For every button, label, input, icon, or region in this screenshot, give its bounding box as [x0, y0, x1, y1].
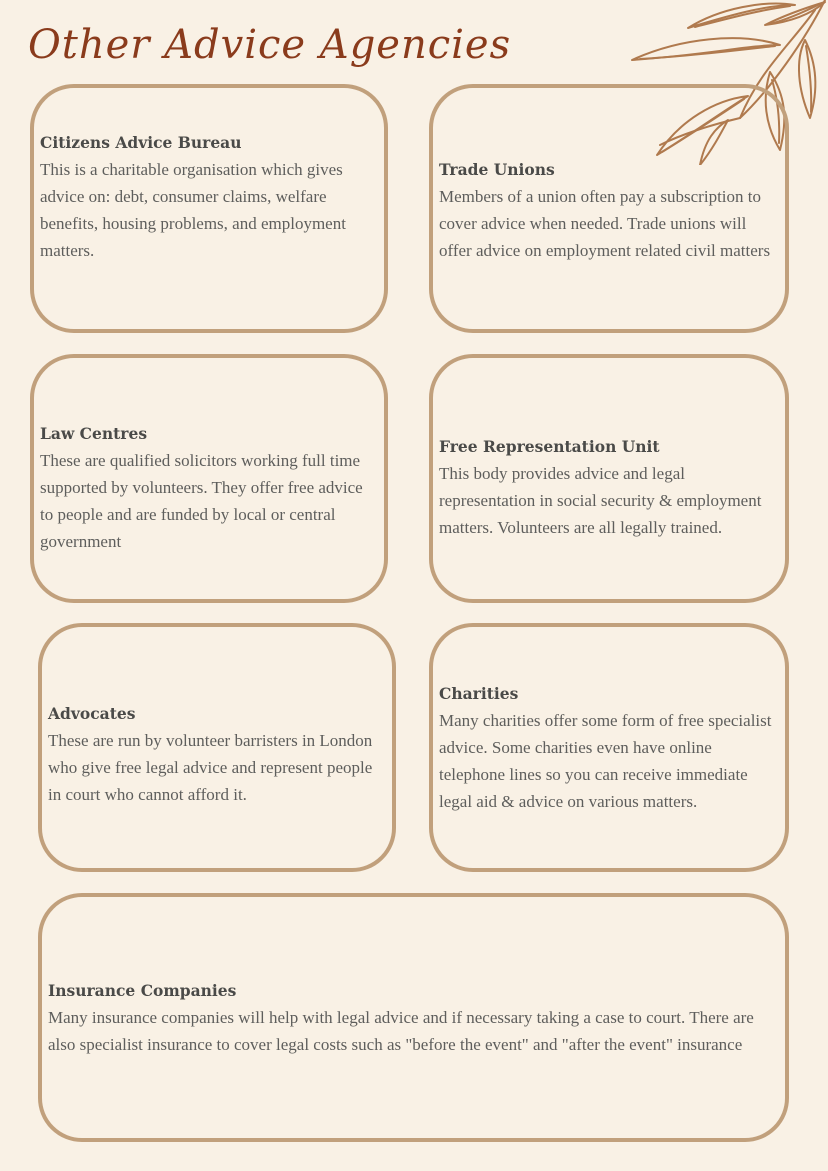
agency-title: Charities [439, 683, 519, 703]
page-title: Other Advice Agencies [28, 22, 512, 68]
agency-card-citizens-advice-bureau [30, 84, 388, 333]
agency-card-advocates [38, 623, 396, 872]
agency-description: Many charities offer some form of free specialist advice. Some charities even have online telephone lines so you can receive immediate legal aid & advice on various matters. [439, 710, 772, 811]
agency-description: This body provides advice and legal representation in social security & employment matters. Volunteers are all legally trained. [439, 464, 762, 537]
agency-description: Many insurance companies will help with legal advice and if necessary taking a case to court. There are also specialist insurance to cover legal costs such as "before the event" and "after the event" insurance [48, 1007, 754, 1054]
agency-description: This is a charitable organisation which gives advice on: debt, consumer claims, welfare benefits, housing problems, and employment matters. [40, 160, 346, 260]
agency-description: Members of a union often pay a subscription to cover advice when needed. Trade unions will offer advice on employment related civil matters [439, 187, 771, 260]
agency-title: Trade Unions [439, 160, 555, 179]
agency-card-charities [429, 623, 789, 872]
agency-card-law-centres [30, 354, 388, 603]
agency-card-free-representation-unit [429, 354, 789, 603]
agency-title: Law Centres [40, 423, 148, 443]
agency-description: These are qualified solicitors working full time supported by volunteers. They offer free advice to people and are funded by local or central government [40, 450, 363, 551]
agency-card-insurance-companies [38, 893, 789, 1142]
agency-card-trade-unions [429, 84, 789, 333]
agency-title: Free Representation Unit [439, 437, 660, 456]
agency-title: Advocates [48, 704, 136, 723]
agency-title: Citizens Advice Bureau [40, 133, 242, 152]
agency-description: These are run by volunteer barristers in London who give free legal advice and represent people in court who cannot afford it. [48, 731, 373, 804]
agency-title: Insurance Companies [48, 980, 237, 1000]
